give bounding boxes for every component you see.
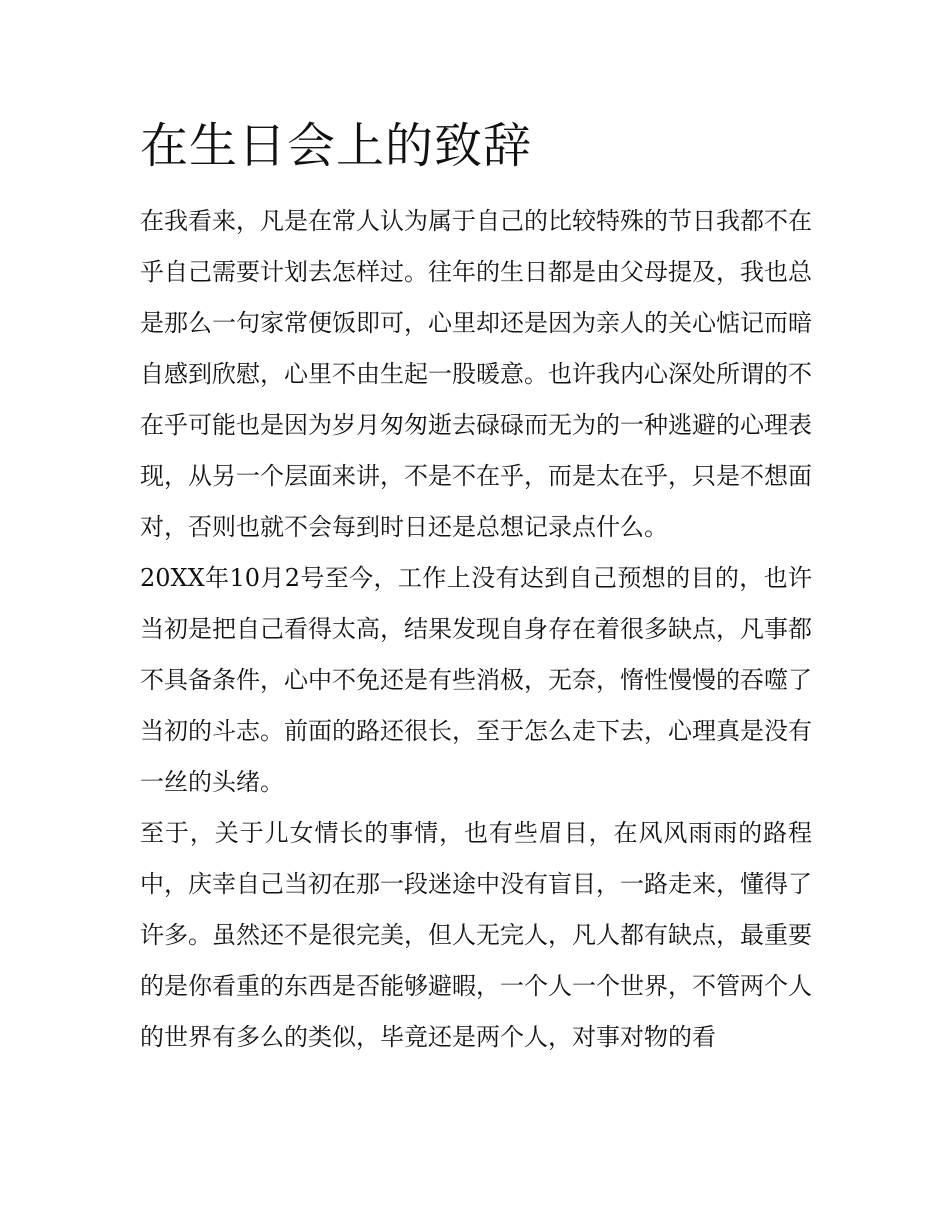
document-title: 在生日会上的致辞 bbox=[140, 118, 533, 174]
paragraph-2: 20XX年10月2号至今，工作上没有达到自己预想的目的，也许当初是把自己看得太高，结果发现自身存在着很多缺点，凡事都不具备条件，心中不免还是有些消极，无奈，惰性慢慢的吞噬了当初的斗志。前面的路还很长，至于怎么走下去，心理真是没有一丝的头绪。 bbox=[140, 564, 812, 796]
paragraph-3: 至于，关于儿女情长的事情，也有些眉目，在风风雨雨的路程中，庆幸自己当初在那一段迷途中没有盲目，一路走来，懂得了许多。虽然还不是很完美，但人无完人，凡人都有缺点，最重要的是你看重的东西是否能够避暇，一个人一个世界，不管两个人的世界有多么的类似，毕竟还是两个人，对事对物的看 bbox=[140, 819, 812, 1051]
paragraph-1: 在我看来，凡是在常人认为属于自己的比较特殊的节日我都不在乎自己需要计划去怎样过。往年的生日都是由父母提及，我也总是那么一句家常便饭即可，心里却还是因为亲人的关心惦记而暗自感到欣慰，心里不由生起一股暖意。也许我内心深处所谓的不在乎可能也是因为岁月匆匆逝去碌碌而无为的一种逃避的心理表现，从另一个层面来讲，不是不在乎，而是太在乎，只是不想面对，否则也就不会每到时日还是总想记录点什么。 bbox=[140, 207, 812, 541]
document-page bbox=[140, 110, 812, 1063]
